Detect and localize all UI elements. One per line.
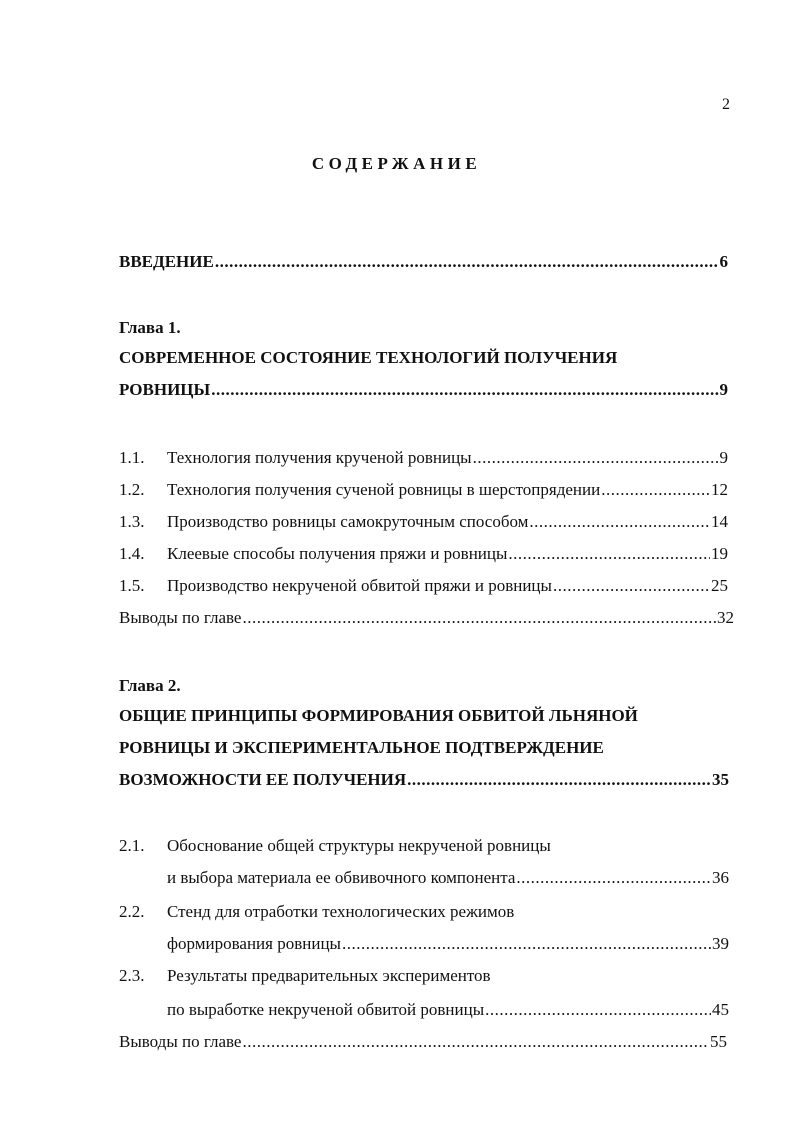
leader-dots [215,252,719,272]
section-title: Клеевые способы получения пряжи и ровницы [167,544,508,563]
section-title: Технология получения крученой ровницы [167,448,472,467]
toc-entry-2-1 [119,836,551,856]
section-number: 1.2. [119,480,145,499]
toc-entry-2-3 [119,966,491,986]
page-number: 2 [722,96,730,113]
leader-dots [485,1000,711,1020]
section-number: 1.3. [119,512,145,531]
chapter2-title-end: ВОЗМОЖНОСТИ ЕЕ ПОЛУЧЕНИЯ [119,770,407,789]
toc-entry-2-3-cont [167,1000,729,1020]
chapter1-title: СОВРЕМЕННОЕ СОСТОЯНИЕ ТЕХНОЛОГИЙ ПОЛУЧЕНИЯ [119,348,618,367]
leader-dots [211,380,718,400]
toc-entry-2-2-cont [167,934,729,954]
chapter2-title: ОБЩИЕ ПРИНЦИПЫ ФОРМИРОВАНИЯ ОБВИТОЙ ЛЬНЯНОЙ [119,706,638,725]
toc-entry-chapter2 [119,770,729,790]
chapter1-title-end: РОВНИЦЫ [119,380,211,399]
conclusions-label: Выводы по главе [119,608,242,627]
toc-entry-page: 9 [719,380,728,399]
section-title-cont: по выработке некрученой обвитой ровницы [167,1000,485,1019]
leader-dots [242,1032,709,1052]
toc-entry-1-5 [119,576,728,596]
leader-dots [508,544,710,564]
section-title: Технология получения сученой ровницы в шерстопрядении [167,480,601,499]
toc-entry-chapter1-conclusions [119,608,734,628]
leader-dots [529,512,710,532]
chapter2-label: Глава 2. [119,676,181,695]
chapter2-title-line2: РОВНИЦЫ И ЭКСПЕРИМЕНТАЛЬНОЕ ПОДТВЕРЖДЕНИЕ [119,738,604,757]
toc-entry-intro [119,252,728,272]
section-title: Результаты предварительных экспериментов [167,966,491,985]
toc-entry-label: ВВЕДЕНИЕ [119,252,214,271]
toc-entry-2-2 [119,902,514,922]
section-title-cont: и выбора материала ее обвивочного компонента [167,868,516,887]
toc-entry-1-1 [119,448,728,468]
section-number: 1.1. [119,448,145,467]
chapter1-label: Глава 1. [119,318,181,337]
leader-dots [473,448,719,468]
leader-dots [601,480,710,500]
leader-dots [407,770,711,790]
section-title: Производство ровницы самокруточным способом [167,512,529,531]
section-number: 2.2. [119,902,145,921]
toc-entry-2-1-cont [167,868,729,888]
conclusions-label: Выводы по главе [119,1032,242,1051]
leader-dots [553,576,710,596]
toc-entry-page: 45 [712,1000,729,1019]
toc-entry-page: 14 [711,512,728,531]
toc-entry-page: 39 [712,934,729,953]
section-number: 1.4. [119,544,145,563]
toc-entry-page: 9 [719,448,728,467]
toc-entry-page: 32 [717,608,734,627]
section-number: 1.5. [119,576,145,595]
toc-entry-page: 19 [711,544,728,563]
section-number: 2.3. [119,966,145,985]
toc-entry-1-2 [119,480,728,500]
toc-entry-chapter1 [119,380,728,400]
section-title: Стенд для отработки технологических режимов [167,902,515,921]
leader-dots [242,608,716,628]
section-number: 2.1. [119,836,145,855]
toc-entry-page: 6 [719,252,728,271]
toc-entry-page: 36 [712,868,729,887]
toc-entry-1-3 [119,512,728,532]
leader-dots [516,868,711,888]
section-title: Производство некрученой обвитой пряжи и ровницы [167,576,552,595]
toc-entry-page: 12 [711,480,728,499]
toc-entry-page: 35 [712,770,729,789]
toc-entry-page: 25 [711,576,728,595]
toc-entry-1-4 [119,544,728,564]
toc-entry-page: 55 [710,1032,727,1051]
page-title: СОДЕРЖАНИЕ [311,154,482,173]
section-title-cont: формирования ровницы [167,934,341,953]
toc-entry-chapter2-conclusions [119,1032,727,1052]
section-title: Обоснование общей структуры некрученой ровницы [167,836,551,855]
leader-dots [342,934,711,954]
